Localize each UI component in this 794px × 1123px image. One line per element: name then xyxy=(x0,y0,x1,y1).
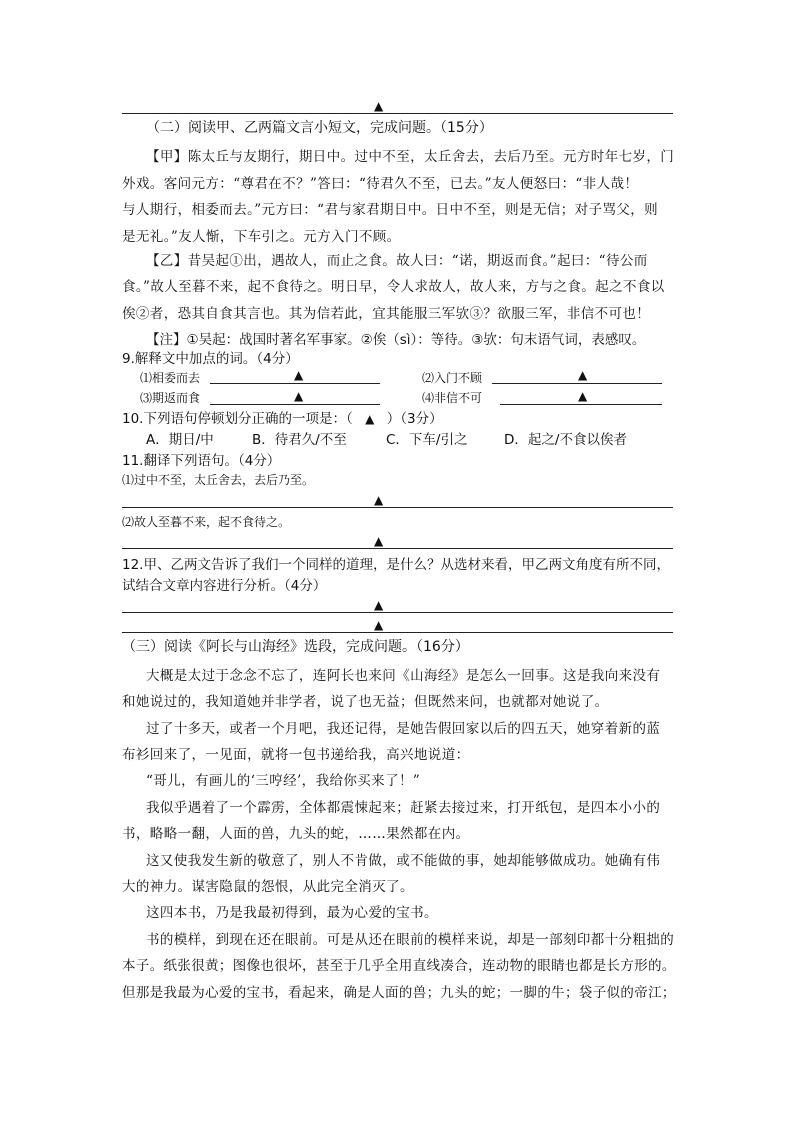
q10-title-post: ）（3分） xyxy=(386,411,443,427)
passage-yi-line: 俟②者，恐其自食其言也。其为信若此，宜其能服三军欤③？欲服三军，非信不可也！ xyxy=(122,306,651,322)
passage-yi-line: 【乙】昔吴起①出，遇故人，而止之食。故人曰：“诺，期返而食。”起曰：“待公而 xyxy=(146,253,648,269)
passage-jia-line: 外戏。客问元方：“尊君在不？”答曰：“待君久不至，已去。”友人便怒曰：“非人哉！ xyxy=(122,176,639,192)
essay-line: 和她说过的，我知道她并非学者，说了也无益；但既然来问，也就都对她说了。 xyxy=(122,694,609,710)
essay-line: 这四本书，乃是我最初得到，最为心爱的宝书。 xyxy=(146,905,438,921)
question-12-line: 12.甲、乙两文告诉了我们一个同样的道理，是什么？从选材来看，甲乙两文角度有所不同， xyxy=(122,557,670,573)
q10-option-a[interactable]: A．期日/中 xyxy=(146,432,214,448)
essay-line: 布衫回来了，一见面，就将一包书递给我，高兴地说道： xyxy=(122,747,470,763)
q11-answer-line-1[interactable] xyxy=(122,507,673,508)
q10-option-c[interactable]: C．下车/引之 xyxy=(386,432,468,448)
question-11-title: 11.翻译下列语句。（4分） xyxy=(122,453,281,469)
essay-line: 我似乎遇着了一个霹雳，全体都震悚起来；赶紧去接过来，打开纸包，是四本小小的 xyxy=(146,800,661,816)
passage-jia-line: 与人期行，相委而去。”元方曰：“君与家君期日中。日中不至，则是无信；对子骂父，则 xyxy=(122,202,659,218)
q10-title-pre: 10.下列语句停顿划分正确的一项是：（ xyxy=(122,411,353,427)
answer-marker-icon: ▲ xyxy=(294,389,304,403)
q9-answer-blank[interactable] xyxy=(492,383,662,384)
passage-jia-line: 【甲】陈太丘与友期行，期日中。过中不至，太丘舍去，去后乃至。元方时年七岁，门 xyxy=(146,149,675,165)
answer-line xyxy=(122,113,673,114)
passage-jia-line: 是无礼。”友人惭，下车引之。元方入门不顾。 xyxy=(122,229,401,245)
q9-item-label: ⑵入门不顾 xyxy=(422,371,483,385)
answer-marker-icon: ▲ xyxy=(294,368,304,382)
q9-item-label: ⑴相委而去 xyxy=(140,371,201,385)
q11-answer-line-2[interactable] xyxy=(122,548,673,549)
answer-marker-icon: ▲ xyxy=(374,99,384,113)
q9-answer-blank[interactable] xyxy=(500,404,662,405)
essay-line: 大的神力。谋害隐鼠的怨恨，从此完全消灭了。 xyxy=(122,879,414,895)
essay-line: 书的模样，到现在还在眼前。可是从还在眼前的模样来说，却是一部刻印都十分粗拙的 xyxy=(146,932,675,948)
answer-marker-icon: ▲ xyxy=(374,493,384,507)
answer-marker-icon: ▲ xyxy=(374,534,384,548)
essay-line: 大概是太过于念念不忘了，连阿长也来问《山海经》是怎么一回事。这是我向来没有 xyxy=(146,668,661,684)
answer-marker-icon: ▲ xyxy=(578,368,588,382)
answer-marker-icon: ▲ xyxy=(578,389,588,403)
section-2-heading: （二）阅读甲、乙两篇文言小短文，完成问题。（15分） xyxy=(146,120,493,136)
question-9-title: 9.解释文中加点的词。（4分） xyxy=(122,351,299,367)
q9-item-label: ⑶期返而食 xyxy=(140,391,201,405)
annotation-note: 【注】①吴起：战国时著名军事家。②俟（sì）：等待。③欤：句末语气词，表感叹。 xyxy=(146,332,646,348)
question-10-title xyxy=(122,410,443,428)
passage-yi-line: 食。”故人至暮不来，起不食待之。明日早，令人求故人，故人来，方与之食。起之不食以 xyxy=(122,279,665,295)
q11-sentence-2: ⑵故人至暮不来，起不食待之。 xyxy=(122,515,291,529)
answer-marker-icon[interactable]: ▲ xyxy=(365,412,375,426)
essay-line: “哥儿，有画儿的‘三哼经’，我给你买来了！” xyxy=(146,773,421,789)
q12-answer-line-1[interactable] xyxy=(122,612,673,613)
essay-line: 但那是我最为心爱的宝书，看起来，确是人面的兽；九头的蛇；一脚的牛；袋子似的帝江； xyxy=(122,985,676,1001)
q9-answer-blank[interactable] xyxy=(210,383,380,384)
q12-answer-line-2[interactable] xyxy=(122,632,673,633)
section-3-heading: （三）阅读《阿长与山海经》选段，完成问题。（16分） xyxy=(122,639,469,655)
q9-answer-blank[interactable] xyxy=(210,404,380,405)
essay-line: 书，略略一翻，人面的兽，九头的蛇，……果然都在内。 xyxy=(122,826,470,842)
essay-line: 过了十多天，或者一个月吧，我还记得，是她告假回家以后的四五天，她穿着新的蓝 xyxy=(146,721,661,737)
q9-item-label: ⑷非信不可 xyxy=(422,391,483,405)
q11-sentence-1: ⑴过中不至，太丘舍去，去后乃至。 xyxy=(122,473,315,487)
question-12-line: 试结合文章内容进行分析。（4分） xyxy=(122,578,327,594)
q10-option-d[interactable]: D．起之/不食以俟者 xyxy=(504,432,627,448)
answer-marker-icon: ▲ xyxy=(374,618,384,632)
answer-marker-icon: ▲ xyxy=(374,598,384,612)
essay-line: 本子。纸张很黄；图像也很坏，甚至于几乎全用直线凑合，连动物的眼睛也都是长方形的。 xyxy=(122,958,676,974)
essay-line: 这又使我发生新的敬意了，别人不肯做，或不能做的事，她却能够做成功。她确有伟 xyxy=(146,853,661,869)
q10-option-b[interactable]: B．待君久/不至 xyxy=(252,432,347,448)
